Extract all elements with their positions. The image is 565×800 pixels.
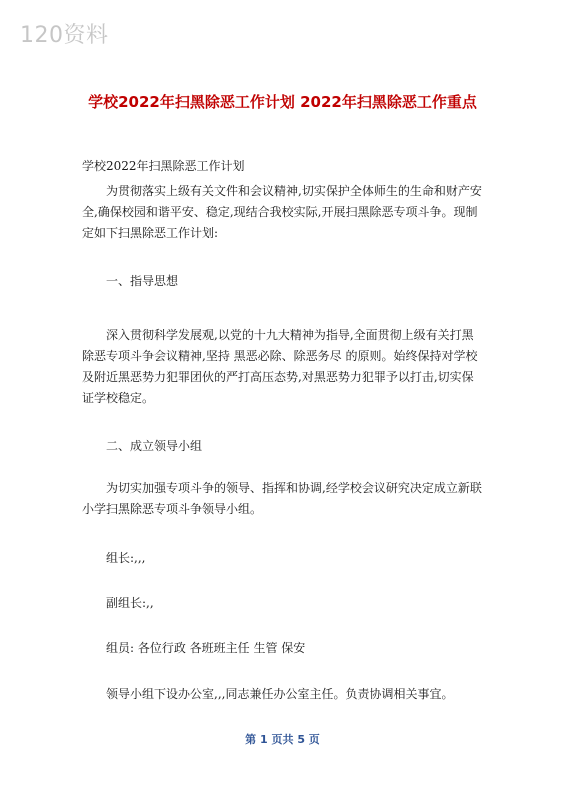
leading-group-paragraph: 为切实加强专项斗争的领导、指挥和协调,经学校会议研究决定成立新联小学扫黑除恶专项斗争领导小组。 — [82, 481, 482, 516]
document-title: 学校2022年扫黑除恶工作计划 2022年扫黑除恶工作重点 — [88, 93, 477, 111]
document-subtitle: 学校2022年扫黑除恶工作计划 — [82, 159, 245, 173]
section-heading-guiding-ideology: 一、指导思想 — [106, 274, 179, 288]
office-line: 领导小组下设办公室,,,同志兼任办公室主任。负责协调相关事宜。 — [106, 687, 454, 701]
section-heading-leading-group: 二、成立领导小组 — [106, 439, 203, 453]
guiding-ideology-paragraph: 深入贯彻科学发展观,以党的十九大精神为指导,全面贯彻上级有关打黑除恶专项斗争会议精神,坚持 黑恶必除、除恶务尽 的原则。始终保持对学校及附近黑恶势力犯罪团伙的严打高压态势,对黑恶势力犯罪予以打击,切实保证学校稳定。 — [82, 328, 478, 405]
page-footer: 第 1 页共 5 页 — [245, 733, 320, 746]
document-body — [82, 156, 482, 705]
intro-paragraph: 为贯彻落实上级有关文件和会议精神,切实保护全体师生的生命和财产安全,确保校园和谐平安、稳定,现结合我校实际,开展扫黑除恶专项斗争。现制定如下扫黑除恶工作计划: — [82, 184, 482, 240]
members-line: 组员: 各位行政 各班班主任 生管 保安 — [106, 641, 306, 655]
group-leader-line: 组长:,,, — [106, 551, 146, 565]
watermark-text: 120资料 — [20, 23, 109, 48]
vice-leader-line: 副组长:,, — [106, 596, 154, 610]
